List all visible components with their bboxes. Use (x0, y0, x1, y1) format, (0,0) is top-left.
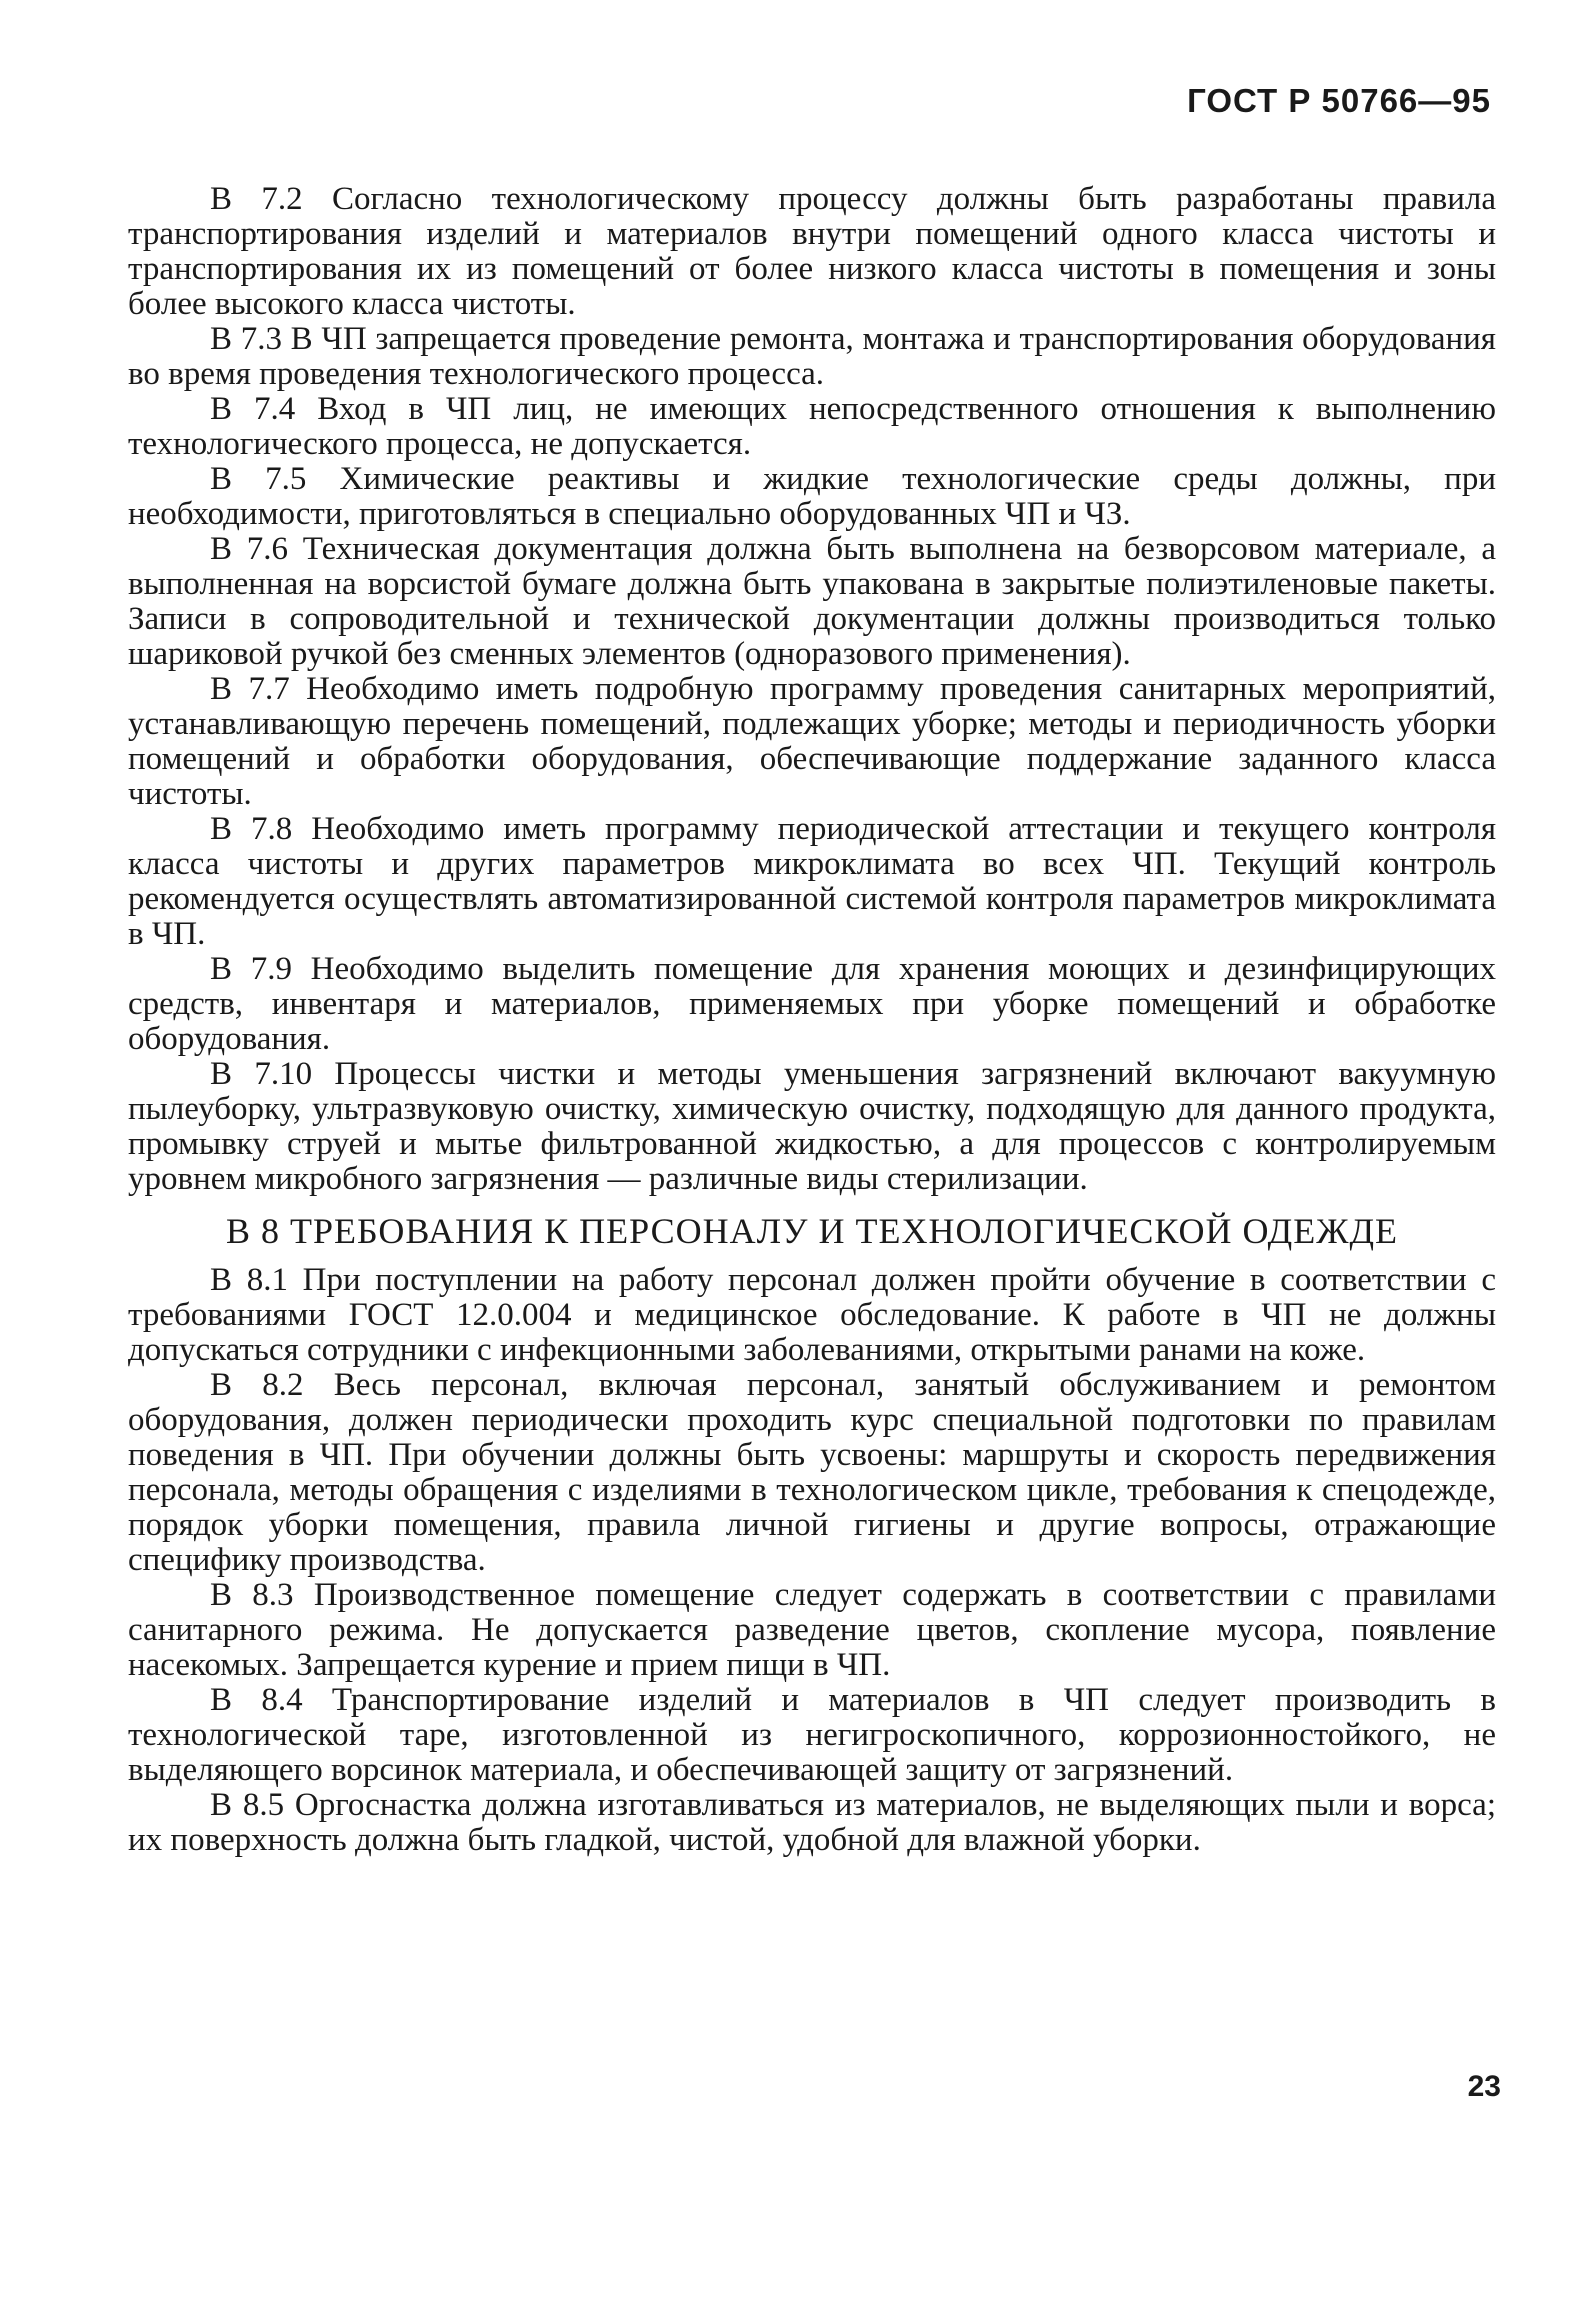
page-number: 23 (1467, 2070, 1501, 2103)
paragraph-8-5: В 8.5 Оргоснастка должна изготавливаться из материалов, не выделяющих пыли и ворса; их поверхность должна быть гладкой, чистой, удобной для влажной уборки. (128, 1787, 1496, 1858)
paragraph-8-3: В 8.3 Производственное помещение следует содержать в соответствии с правилами санитарного режима. Не допускается разведение цветов, скопление мусора, появление насекомых. Запрещается курение и прием пищи в ЧП. (128, 1577, 1496, 1683)
paragraph-7-9: В 7.9 Необходимо выделить помещение для хранения моющих и дезинфицирующих средств, инвентаря и материалов, применяемых при уборке помещений и обработке оборудования. (128, 951, 1496, 1057)
document-header: ГОСТ Р 50766—95 (1187, 82, 1491, 119)
document-body (128, 182, 1496, 1858)
paragraph-7-5: В 7.5 Химические реактивы и жидкие технологические среды должны, при необходимости, приготовляться в специально оборудованных ЧП и ЧЗ. (128, 461, 1496, 532)
paragraph-8-1: В 8.1 При поступлении на работу персонал должен пройти обучение в соответствии с требованиями ГОСТ 12.0.004 и медицинское обследование. К работе в ЧП не должны допускаться сотрудники с инфекционными заболеваниями, открытыми ранами на коже. (128, 1262, 1496, 1368)
paragraph-7-3: В 7.3 В ЧП запрещается проведение ремонта, монтажа и транспортирования оборудования во время проведения технологического процесса. (128, 321, 1496, 392)
paragraph-7-6: В 7.6 Техническая документация должна быть выполнена на безворсовом материале, а выполненная на ворсистой бумаге должна быть упакована в закрытые полиэтиленовые пакеты. Записи в сопроводительной и технической документации должны производиться только шариковой ручкой без сменных элементов (одноразового применения). (128, 531, 1496, 672)
paragraph-7-10: В 7.10 Процессы чистки и методы уменьшения загрязнений включают вакуумную пылеуборку, ультразвуковую очистку, химическую очистку, подходящую для данного продукта, промывку струей и мытье фильтрованной жидкостью, а для процессов с контролируемым уровнем микробного загрязнения — различные виды стерилизации. (128, 1056, 1496, 1197)
section-8-heading: В 8 ТРЕБОВАНИЯ К ПЕРСОНАЛУ И ТЕХНОЛОГИЧЕСКОЙ ОДЕЖДЕ (225, 1211, 1399, 1251)
paragraph-7-8: В 7.8 Необходимо иметь программу периодической аттестации и текущего контроля класса чистоты и других параметров микроклимата во всех ЧП. Текущий контроль рекомендуется осуществлять автоматизированной системой контроля параметров микроклимата в ЧП. (128, 811, 1496, 952)
paragraph-7-2: В 7.2 Согласно технологическому процессу должны быть разработаны правила транспортирования изделий и материалов внутри помещений одного класса чистоты и транспортирования их из помещений от более низкого класса чистоты в помещения и зоны более высокого класса чистоты. (128, 181, 1496, 322)
paragraph-8-4: В 8.4 Транспортирование изделий и материалов в ЧП следует производить в технологической таре, изготовленной из негигроскопичного, коррозионностойкого, не выделяющего ворсинок материала, и обеспечивающей защиту от загрязнений. (128, 1682, 1496, 1788)
paragraph-7-7: В 7.7 Необходимо иметь подробную программу проведения санитарных мероприятий, устанавливающую перечень помещений, подлежащих уборке; методы и периодичность уборки помещений и обработки оборудования, обеспечивающие поддержание заданного класса чистоты. (128, 671, 1496, 812)
paragraph-8-2: В 8.2 Весь персонал, включая персонал, занятый обслуживанием и ремонтом оборудования, должен периодически проходить курс специальной подготовки по правилам поведения в ЧП. При обучении должны быть усвоены: маршруты и скорость передвижения персонала, методы обращения с изделиями в технологическом цикле, требования к спецодежде, порядок уборки помещения, правила личной гигиены и другие вопросы, отражающие специфику производства. (128, 1367, 1496, 1578)
paragraph-7-4: В 7.4 Вход в ЧП лиц, не имеющих непосредственного отношения к выполнению технологического процесса, не допускается. (128, 391, 1496, 462)
